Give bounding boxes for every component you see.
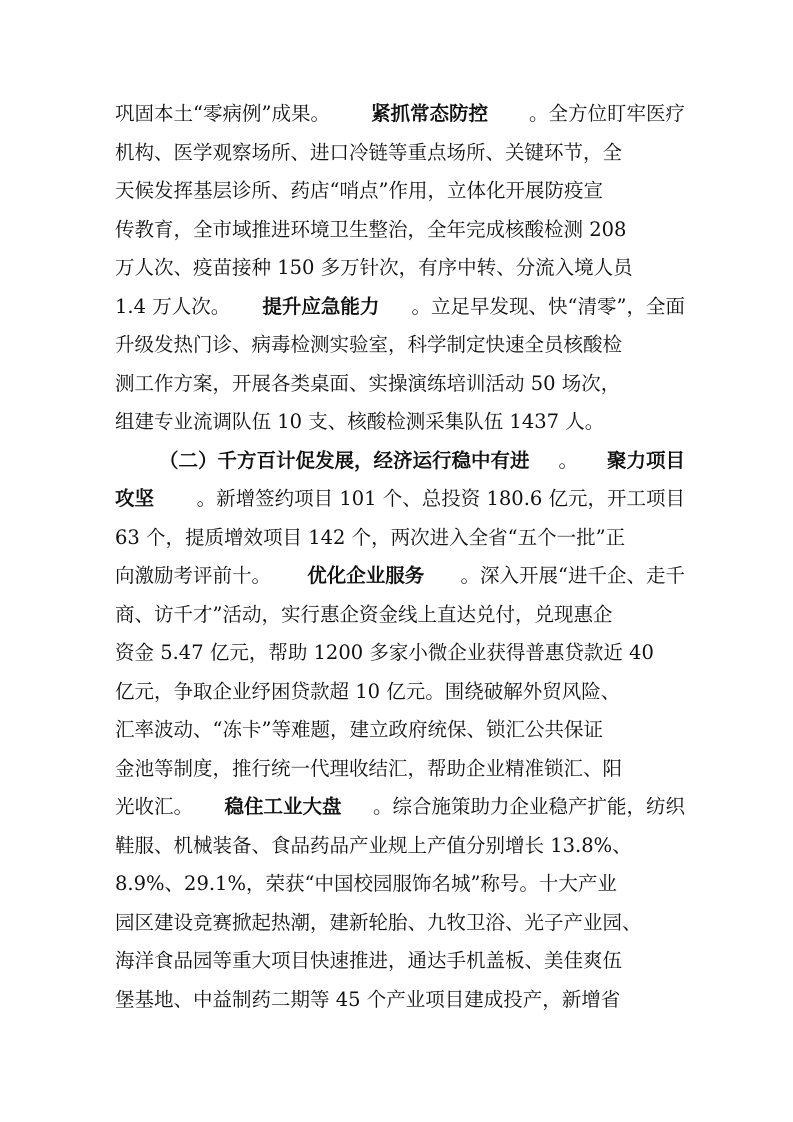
text-line xyxy=(115,249,685,288)
body-text-segment: 。新增签约项目 101 个、总投资 180.6 亿元，开工项目 xyxy=(196,487,685,510)
body-text xyxy=(115,95,685,1019)
bold-heading-text: 攻坚 xyxy=(115,487,155,510)
body-text-segment: 海洋食品园等重大项目快速推进，通达手机盖板、美佳爽伍 xyxy=(115,949,623,972)
bold-heading-text: 优化企业服务 xyxy=(307,564,425,587)
bold-heading-text: 聚力项目 xyxy=(606,448,685,472)
text-line xyxy=(115,211,685,250)
text-line xyxy=(115,480,685,519)
body-text-segment: 机构、医学观察场所、进口冷链等重点场所、关键环节，全 xyxy=(115,140,623,164)
text-line xyxy=(115,865,685,904)
text-line xyxy=(115,827,685,866)
body-text-segment: 资金 5.47 亿元，帮助 1200 多家小微企业获得普惠贷款近 40 xyxy=(115,641,654,664)
body-text-segment: 巩固本土“零病例”成果。 xyxy=(115,102,330,125)
text-line xyxy=(115,442,685,481)
body-text-segment: 传教育，全市域推进环境卫生整治，全年完成核酸检测 208 xyxy=(115,217,627,241)
body-text-segment: 。全方位盯牢医疗 xyxy=(528,102,685,125)
body-text-segment: 商、访千才”活动，实行惠企资金线上直达兑付，兑现惠企 xyxy=(115,602,613,626)
body-text-segment: 组建专业流调队伍 10 支、核酸检测采集队伍 1437 人。 xyxy=(115,410,605,433)
text-line xyxy=(115,596,685,635)
text-line xyxy=(115,519,685,558)
body-text-segment: 亿元，争取企业纾困贷款超 10 亿元。围绕破解外贸风险、 xyxy=(115,679,621,703)
text-line xyxy=(115,711,685,750)
body-text-segment: 万人次、疫苗接种 150 多万针次，有序中转、分流入境人员 xyxy=(115,256,633,279)
text-line xyxy=(115,942,685,981)
body-text-segment: 天候发挥基层诊所、药店“哨点”作用，立体化开展防疫宣 xyxy=(115,179,603,202)
text-line xyxy=(115,365,685,404)
body-text-segment: 汇率波动、“冻卡”等难题，建立政府统保、锁汇公共保证 xyxy=(115,718,603,741)
body-text-segment: 。立足早发现、快“清零”，全面 xyxy=(411,294,685,318)
body-text-segment: 。 xyxy=(558,448,578,472)
body-text-segment: 光收汇。 xyxy=(115,795,194,818)
body-text-segment: 1.4 万人次。 xyxy=(115,294,231,318)
body-text-segment: 8.9%、29.1%，荣获“中国校园服饰名城”称号。十大产业 xyxy=(115,872,617,895)
bold-heading-text: 提升应急能力 xyxy=(262,294,380,318)
body-text-segment: 。深入开展“进千企、走千 xyxy=(460,564,685,587)
bold-heading-text: 稳住工业大盘 xyxy=(224,795,342,818)
text-line xyxy=(115,326,685,365)
text-line xyxy=(115,288,685,327)
bold-heading-text: （二）千方百计促发展，经济运行稳中有进 xyxy=(159,448,530,472)
text-line xyxy=(115,95,685,134)
body-text-segment: 堡基地、中益制药二期等 45 个产业项目建成投产，新增省 xyxy=(115,987,621,1011)
text-line xyxy=(115,134,685,173)
text-line xyxy=(115,788,685,827)
text-line xyxy=(115,634,685,673)
text-line xyxy=(115,981,685,1020)
body-text-segment: 升级发热门诊、病毒检测实验室，科学制定快速全员核酸检 xyxy=(115,333,623,356)
text-line xyxy=(115,403,685,442)
text-line xyxy=(115,557,685,596)
body-text-segment: 园区建设竞赛掀起热潮，建新轮胎、九牧卫浴、光子产业园、 xyxy=(115,910,642,934)
body-text-segment: 。综合施策助力企业稳产扩能，纺织 xyxy=(372,795,685,818)
body-text-segment: 金池等制度，推行统一代理收结汇，帮助企业精准锁汇、阳 xyxy=(115,756,623,780)
body-text-segment: 向激励考评前十。 xyxy=(115,564,272,587)
body-text-segment: 63 个，提质增效项目 142 个，两次进入全省“五个一批”正 xyxy=(115,525,626,549)
body-text-segment: 鞋服、机械装备、食品药品产业规上产值分别增长 13.8%、 xyxy=(115,833,632,857)
text-line xyxy=(115,750,685,789)
text-line xyxy=(115,673,685,712)
text-line xyxy=(115,904,685,943)
text-line xyxy=(115,172,685,211)
bold-heading-text: 紧抓常态防控 xyxy=(370,102,488,125)
body-text-segment: 测工作方案，开展各类桌面、实操演练培训活动 50 场次， xyxy=(115,371,621,395)
